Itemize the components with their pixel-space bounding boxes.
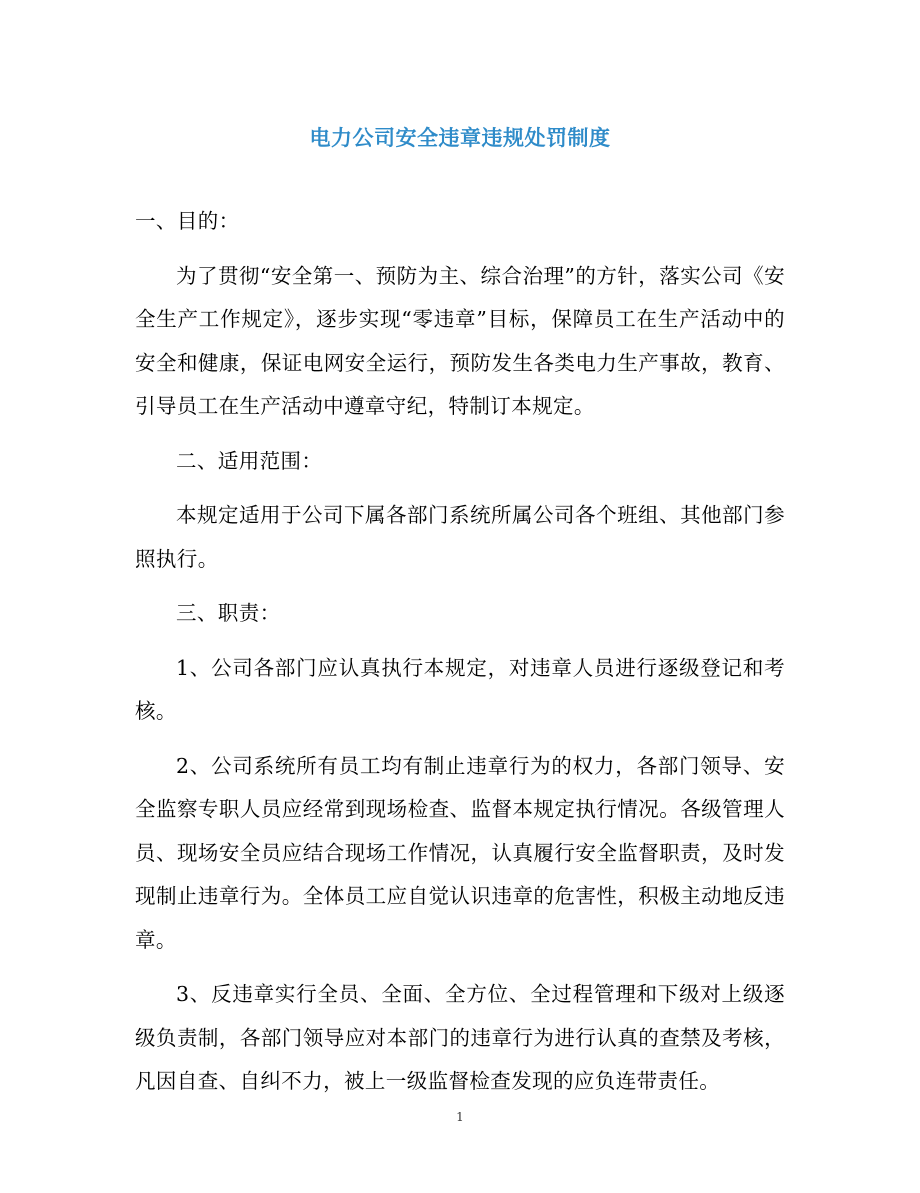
page-number: 1	[456, 1110, 464, 1124]
paragraph-responsibility-2: 2、公司系统所有员工均有制止违章行为的权力，各部门领导、安全监察专职人员应经常到现场检查、监督本规定执行情况。各级管理人员、现场安全员应结合现场工作情况，认真履行安全监督职责，及时发现制止违章行为。全体员工应自觉认识违章的危害性，积极主动地反违章。	[135, 753, 785, 952]
section-heading-scope: 二、适用范围：	[176, 448, 323, 473]
paragraph-purpose: 为了贯彻“安全第一、预防为主、综合治理”的方针，落实公司《安全生产工作规定》，逐步实现“零违章”目标，保障员工在生产活动中的安全和健康，保证电网安全运行，预防发生各类电力生产事故，教育、引导员工在生产活动中遵章守纪，特制订本规定。	[135, 263, 785, 418]
paragraph-responsibility-3: 3、反违章实行全员、全面、全方位、全过程管理和下级对上级逐级负责制，各部门领导应对本部门的违章行为进行认真的查禁及考核，凡因自查、自纠不力，被上一级监督检查发现的应负连带责任。	[135, 982, 785, 1093]
section-heading-responsibilities: 三、职责：	[176, 601, 281, 625]
paragraph-scope: 本规定适用于公司下属各部门系统所属公司各个班组、其他部门参照执行。	[135, 503, 785, 571]
document-body	[135, 200, 785, 1115]
paragraph-responsibility-1: 1、公司各部门应认真执行本规定，对违章人员进行逐级登记和考核。	[135, 655, 785, 723]
document-title: 电力公司安全违章违规处罚制度	[309, 125, 611, 150]
section-heading-purpose: 一、目的：	[135, 209, 240, 233]
